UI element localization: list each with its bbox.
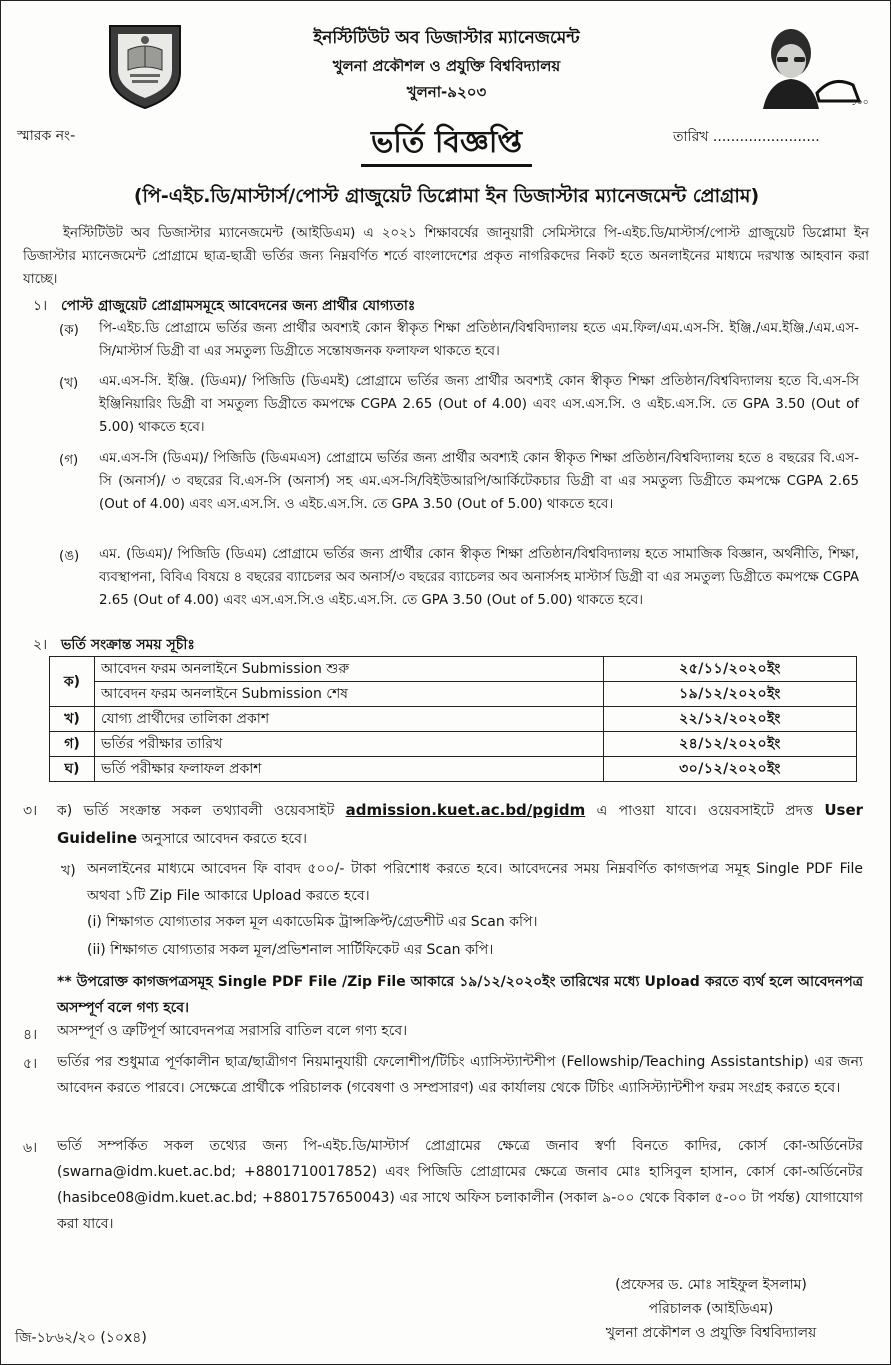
section-3b-item-i: (i) শিক্ষাগত যোগ্যতার সকল মূল একাডেমিক ট্রান্সক্রিপ্ট/গ্রেডশীট এর Scan কপি।	[87, 914, 538, 930]
eligibility-masters: এম. (ডিএম)/ পিজিডি (ডিএম) প্রোগ্রামে ভর্তির জন্য প্রার্থীর কোন স্বীকৃত শিক্ষা প্রতিষ্ঠান/বিশ্ববিদ্যালয় হতে সামাজিক বিজ্ঞান, অর্থনীতি, শিক্ষা, ব্যবস্থাপনা, বিবিএ বিষয়ে ৪ বছরের ব্যাচেলর অব অনার্স/৩ বছরের ব্যাচেলর অব অনার্সসহ মাস্টার্স ডিগ্রী বা এর সমতুল্য ডিগ্রীতে কমপক্ষে CGPA 2.65 (Out of 4.00) এবং এস.এস.সি.ও এইচ.এস.সি. তে GPA 3.50 (Out of 5.00) থাকতে হবে।	[99, 547, 859, 608]
eligibility-label: (ক)	[59, 323, 79, 338]
schedule-key: ঘ)	[50, 757, 95, 782]
schedule-event: যোগ্য প্রার্থীদের তালিকা প্রকাশ	[95, 707, 604, 732]
section-5-paragraph: ভর্তির পর শুধুমাত্র পূর্ণকালীন ছাত্র/ছাত্রীগণ নিয়মানুযায়ী ফেলোশীপ/টিচিং এ্যাসিস্ট্যান্টশীপ (Fellowship/Teaching Assistantship) এর জন্য আবেদন করতে পারবে। সেক্ষেত্রে প্রার্থীকে পরিচালক (গবেষণা ও সম্প্রসারণ) এর কার্যালয় থেকে টিচিং এ্যাসিস্ট্যান্টশীপ ফরম সংগ্রহ করতে হবে।	[57, 1054, 863, 1096]
date-label: তারিখ ........................	[673, 129, 820, 145]
section-2-number: ২।	[33, 637, 48, 653]
table-row	[50, 757, 857, 782]
table-row	[50, 657, 857, 682]
schedule-date: ২২/১২/২০২০ইং	[604, 707, 857, 732]
schedule-key: খ)	[50, 707, 95, 732]
svg-text:১০০: ১০০	[851, 98, 869, 108]
signatory-role: পরিচালক (আইডিএম)	[648, 1301, 774, 1317]
upload-note: ** উপরোক্ত কাগজপত্রসমূহ Single PDF File /Zip File আকারে ১৯/১২/২০২০ইং তারিখের মধ্যে Upload করতে ব্যর্থ হলে আবেদনপত্র অসম্পূর্ণ বলে গণ্য হবে।	[57, 974, 863, 1016]
section-6-number: ৬।	[23, 1140, 38, 1156]
section-1-number: ১।	[33, 298, 48, 314]
schedule-date: ৩০/১২/২০২০ইং	[604, 757, 857, 782]
section-3a-text: ভর্তি সংক্রান্ত সকল তথ্যাবলী ওয়েবসাইট	[83, 803, 335, 819]
section-2-heading: ভর্তি সংক্রান্ত সময় সূচীঃ	[61, 637, 195, 653]
schedule-event: আবেদন ফরম অনলাইনে Submission শুরু	[95, 657, 604, 682]
schedule-date: ১৯/১২/২০২০ইং	[604, 682, 857, 707]
schedule-event: আবেদন ফরম অনলাইনে Submission শেষ	[95, 682, 604, 707]
section-6-paragraph: ভর্তি সম্পর্কিত সকল তথ্যের জন্য পি-এইচ.ডি/মাস্টার্স প্রোগ্রামের ক্ষেত্রে জনাব স্বর্ণা বিনতে কাদির, কোর্স কো-অর্ডিনেটর (swarna@idm.kuet.ac.bd; +8801710017852) এবং পিজিডি প্রোগ্রামের ক্ষেত্রে জনাব মোঃ হাসিবুল হাসান, কোর্স কো-অর্ডিনেটর (hasibce08@idm.kuet.ac.bd; +8801757650043) এর সাথে অফিস চলাকালীন (সকাল ৯-০০ থেকে বিকাল ৫-০০ টা পর্যন্ত) যোগাযোগ করা যাবে।	[57, 1138, 863, 1232]
memo-number-label: স্মারক নং-	[17, 128, 76, 144]
schedule-event: ভর্তি পরীক্ষার ফলাফল প্রকাশ	[95, 757, 604, 782]
schedule-key: ক)	[50, 657, 95, 707]
eligibility-msc: এম.এস-সি (ডিএম)/ পিজিডি (ডিএমএস) প্রোগ্রামে ভর্তির জন্য প্রার্থীর অবশ্যই কোন স্বীকৃত শিক্ষা প্রতিষ্ঠান/বিশ্ববিদ্যালয় হতে ৪ বছরের বি.এস-সি (অনার্স)/ ৩ বছরের বি.এস-সি (অনার্স) সহ এম.এস-সি/বিইউআরপি/আর্কিটেকচার ডিগ্রী বা এর সমতুল্য ডিগ্রীতে কমপক্ষে CGPA 2.65 (Out of 4.00) এবং এস.এস.সি. ও এইচ.এস.সি. তে GPA 3.50 (Out of 5.00) থাকতে হবে।	[99, 451, 859, 512]
intro-paragraph: ইনস্টিটিউট অব ডিজাস্টার ম্যানেজমেন্ট (আইডিএম) এ ২০২১ শিক্ষাবর্ষের জানুয়ারী সেমিস্টারে পি-এইচ.ডি/মাস্টার্স/পোস্ট গ্রাজুয়েট ডিপ্লোমা ইন ডিজাস্টার ম্যানেজমেন্ট প্রোগ্রামে ছাত্র-ছাত্রী ভর্তির জন্য নিম্নবর্ণিত শর্তে বাংলাদেশের প্রকৃত নাগরিকদের নিকট হতে অনলাইনের মাধ্যমে দরখাস্ত আহবান করা যাচ্ছে।	[23, 226, 869, 287]
table-row	[50, 732, 857, 757]
schedule-event: ভর্তির পরীক্ষার তারিখ	[95, 732, 604, 757]
notice-subtitle: (পি-এইচ.ডি/মাস্টার্স/পোস্ট গ্রাজুয়েট ডিপ্লোমা ইন ডিজাস্টার ম্যানেজমেন্ট প্রোগ্রাম)	[133, 185, 760, 207]
section-3-number: ৩।	[23, 803, 38, 819]
signatory-org: খুলনা প্রকৌশল ও প্রযুক্তি বিশ্ববিদ্যালয়	[605, 1325, 817, 1341]
table-row	[50, 707, 857, 732]
admission-schedule-table	[49, 656, 857, 782]
notice-title: ভর্তি বিজ্ঞপ্তি	[361, 123, 532, 167]
section-3a-text-post: এ পাওয়া যাবে। ওয়েবসাইটে প্রদত্ত	[596, 803, 813, 819]
section-3b-label: খ)	[61, 863, 76, 879]
section-3a-paragraph	[57, 797, 863, 853]
eligibility-label: (ঙ)	[59, 549, 80, 564]
print-reference-code: জি-১৮৬২/২০ (১০x৪)	[15, 1330, 147, 1346]
section-3b-item-ii: (ii) শিক্ষাগত যোগ্যতার সকল মূল/প্রভিশনাল সার্টিফিকেট এর Scan কপি।	[87, 942, 494, 958]
admission-website-link[interactable]: admission.kuet.ac.bd/pgidm	[345, 801, 586, 819]
section-3b-paragraph: অনলাইনের মাধ্যমে আবেদন ফি বাবদ ৫০০/- টাকা পরিশোধ করতে হবে। আবেদনের সময় নিম্নবর্ণিত কাগজপত্র সমূহ Single PDF File অথবা ১টি Zip File আকারে Upload করতে হবে।	[87, 861, 863, 904]
schedule-date: ২৪/১২/২০২০ইং	[604, 732, 857, 757]
section-5-number: ৫।	[23, 1056, 38, 1072]
table-row	[50, 682, 857, 707]
university-name: খুলনা প্রকৌশল ও প্রযুক্তি বিশ্ববিদ্যালয়	[332, 57, 561, 75]
section-3a-guide-post: অনুসারে আবেদন করতে হবে।	[141, 831, 307, 847]
schedule-date: ২৫/১১/২০২০ইং	[604, 657, 857, 682]
section-1-heading: পোস্ট গ্রাজুয়েট প্রোগ্রামসমূহে আবেদনের জন্য প্রার্থীর যোগ্যতাঃ	[61, 298, 416, 314]
section-3a-label: ক)	[57, 803, 73, 819]
eligibility-phd: পি-এইচ.ডি প্রোগ্রামে ভর্তির জন্য প্রার্থীর অবশ্যই কোন স্বীকৃত শিক্ষা প্রতিষ্ঠান/বিশ্ববিদ্যালয় হতে এম.ফিল/এম.এস-সি. ইঞ্জি./এম.ইঞ্জি./এম.এস-সি/মাস্টার্স ডিগ্রী বা এর সমতুল্য ডিগ্রীতে সন্তোষজনক ফলাফল থাকতে হবে।	[99, 321, 859, 359]
eligibility-label: (খ)	[59, 376, 79, 391]
signatory-name: (প্রফেসর ড. মোঃ সাইফুল ইসলাম)	[615, 1277, 807, 1293]
title-wrapper	[1, 123, 891, 167]
schedule-key: গ)	[50, 732, 95, 757]
institute-name: ইনস্টিটিউট অব ডিজাস্টার ম্যানেজমেন্ট	[313, 28, 580, 48]
section-4-number: ৪।	[23, 1027, 38, 1043]
user-guideline-text: User Guideline	[57, 801, 864, 847]
eligibility-label: (গ)	[59, 453, 79, 468]
eligibility-msc-engg: এম.এস-সি. ইঞ্জি. (ডিএম)/ পিজিডি (ডিএমই) প্রোগ্রামে ভর্তির জন্য প্রার্থীর অবশ্যই কোন স্বীকৃত শিক্ষা প্রতিষ্ঠান/বিশ্ববিদ্যালয় হতে বি.এস-সি ইঞ্জিনিয়ারিং ডিগ্রী বা সমতুল্য ডিগ্রীতে কমপক্ষে CGPA 2.65 (Out of 4.00) এবং এস.এস.সি. ও এইচ.এস.সি. তে GPA 3.50 (Out of 5.00) থাকতে হবে।	[99, 374, 859, 435]
section-4-paragraph: অসম্পূর্ণ ও ত্রুটিপূর্ণ আবেদনপত্র সরাসরি বাতিল বলে গণ্য হবে।	[57, 1023, 408, 1039]
university-city: খুলনা-৯২০৩	[406, 83, 487, 101]
portrait-emblem-icon	[749, 23, 869, 109]
